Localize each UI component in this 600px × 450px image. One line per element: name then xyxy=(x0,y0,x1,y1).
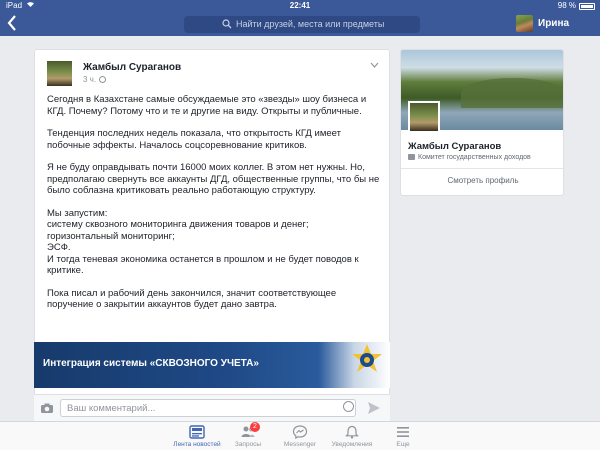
device-label: iPad xyxy=(6,1,23,10)
post-paragraph: Сегодня в Казахстане самые обсуждаемые это «звезды» шоу бизнеса и КГД. Почему? Потому что и те и другие на виду. Открыты и публичные. xyxy=(47,94,367,117)
emblem-icon xyxy=(347,342,387,382)
messenger-icon xyxy=(292,425,308,439)
profile-org: Комитет государственных доходов xyxy=(418,154,531,161)
news-feed-icon xyxy=(189,425,205,439)
battery-percent: 98 % xyxy=(557,1,576,10)
profile-avatar[interactable] xyxy=(408,101,440,133)
top-nav-bar xyxy=(0,12,600,36)
post-paragraph: Мы запустим: систему сквозного мониторинга движения товаров и денег; горизонтальный мониторинг; ЭСФ. И тогда теневая экономика останется в прошлом и не будет поводов к критике. xyxy=(47,207,359,276)
tab-label: Еще xyxy=(396,441,410,448)
status-bar xyxy=(0,0,600,12)
banner-title: Интеграция системы «СКВОЗНОГО УЧЕТА» xyxy=(43,358,259,369)
battery-icon xyxy=(579,3,595,10)
briefcase-icon xyxy=(408,154,415,160)
chevron-left-icon xyxy=(6,14,18,32)
clock: 22:41 xyxy=(289,1,311,10)
profile-workplace xyxy=(408,154,531,161)
menu-icon xyxy=(395,425,411,439)
emoji-icon[interactable] xyxy=(343,401,354,412)
requests-badge: 2 xyxy=(250,422,260,432)
globe-icon xyxy=(99,76,106,83)
current-user-name: Ирина xyxy=(538,18,570,29)
tab-label: Запросы xyxy=(234,441,262,448)
notifications-icon xyxy=(344,425,360,439)
profile-name[interactable]: Жамбыл Сураганов xyxy=(408,141,502,152)
back-button[interactable] xyxy=(6,14,24,34)
comment-input[interactable] xyxy=(60,399,356,417)
divider xyxy=(401,168,564,169)
post-options-chevron-icon[interactable] xyxy=(370,60,379,70)
post-timestamp[interactable]: 3 ч. xyxy=(83,75,97,84)
post-paragraph: Я не буду оправдывать почти 16000 моих коллег. В этом нет нужны. Но, предполагаю свернуть все аккаунты ДГД, общественные группы, что бы не было соблазна критиковать реально работающую структуру. xyxy=(47,162,380,196)
view-profile-button[interactable]: Смотреть профиль xyxy=(447,176,519,185)
post-meta xyxy=(83,75,106,84)
profile-card xyxy=(400,49,564,196)
send-icon[interactable] xyxy=(367,401,381,415)
tab-label: Лента новостей xyxy=(173,441,221,448)
comment-placeholder: Ваш комментарий... xyxy=(67,403,156,414)
friend-requests-icon xyxy=(240,425,256,439)
camera-icon[interactable] xyxy=(40,401,54,415)
post-body xyxy=(47,94,383,322)
search-placeholder: Найти друзей, места или предметы xyxy=(236,19,385,29)
post-author-avatar[interactable] xyxy=(47,61,72,86)
comment-composer xyxy=(34,394,390,421)
tab-label: Уведомления xyxy=(331,441,373,448)
post-paragraph: Пока писал и рабочий день закончился, значит соответствующее поручение о закрытии аккаунтов будет дано завтра. xyxy=(47,287,337,310)
search-input[interactable] xyxy=(184,16,420,33)
search-icon xyxy=(222,19,232,29)
avatar xyxy=(516,15,533,32)
post-image-banner[interactable] xyxy=(34,342,390,388)
tab-label: Messenger xyxy=(283,441,317,448)
post-paragraph: Тенденция последних недель показала, что открытость КГД имеет побочные эффекты. Началось соцсоревнование критиков. xyxy=(47,128,341,151)
bottom-tab-bar xyxy=(0,421,600,450)
post-author-name[interactable]: Жамбыл Сураганов xyxy=(83,62,182,73)
tab-more[interactable] xyxy=(371,425,435,448)
